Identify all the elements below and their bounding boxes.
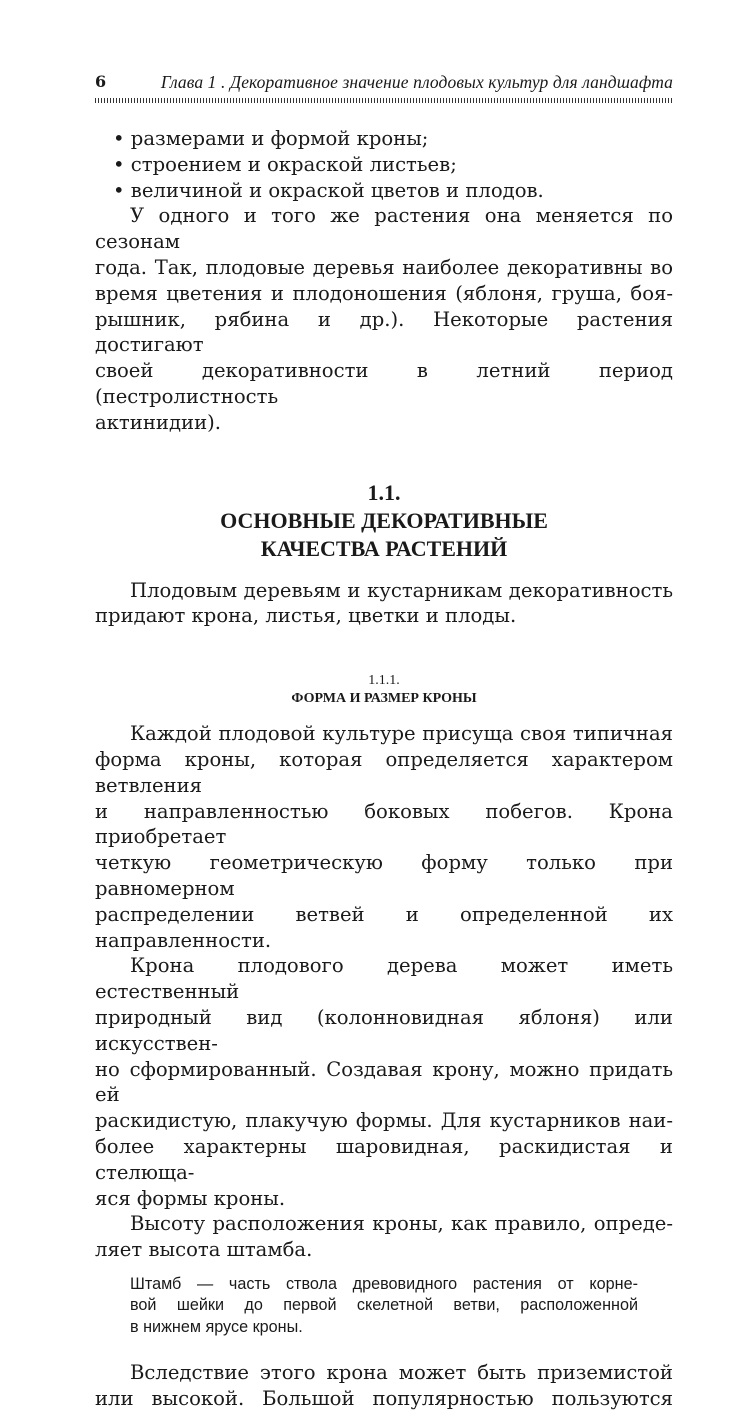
section-heading <box>95 479 673 563</box>
text-line: но сформированный. Создавая крону, можно придать ей <box>95 1057 673 1107</box>
text-line: Вследствие этого крона может быть приземистой <box>130 1361 673 1385</box>
paragraph-crown-types <box>95 953 673 1211</box>
subsection-number: 1.1.1. <box>368 673 400 689</box>
header-rule <box>95 98 673 103</box>
paragraph-seasons <box>95 203 673 435</box>
bullet-item: • размерами и формой кроны; <box>113 127 429 150</box>
section-title-line: КАЧЕСТВА РАСТЕНИЙ <box>260 535 508 561</box>
running-head <box>95 72 673 94</box>
text-line: или высокой. Большой популярностью пользуются <box>95 1387 673 1411</box>
bullet-item: • величиной и окраской цветов и плодов. <box>113 178 544 202</box>
paragraph-consequence <box>95 1360 673 1412</box>
text-line: года. Так, плодовые деревья наиболее декоративны во <box>95 255 673 279</box>
paragraph-crown-form <box>95 721 673 953</box>
text-line: природный вид (колонновидная яблоня) или искусствен- <box>95 1005 673 1055</box>
text-line: форма кроны, которая определяется характером ветвления <box>95 747 673 797</box>
subsection-title: ФОРМА И РАЗМЕР КРОНЫ <box>291 691 477 707</box>
text-line: более характерны шаровидная, раскидистая и стелюща- <box>95 1134 673 1184</box>
text-line: Каждой плодовой культуре присуща своя типичная <box>130 722 673 746</box>
text-line: ляет высота штамба. <box>95 1238 313 1262</box>
text-line: актинидии). <box>95 410 222 434</box>
text-line: время цветения и плодоношения (яблоня, груша, боя- <box>95 281 673 305</box>
page-number: 6 <box>95 72 107 91</box>
body-text <box>95 126 673 1412</box>
bullet-item: • строением и окраской листьев; <box>113 152 457 176</box>
text-line: рышник, рябина и др.). Некоторые растения достигают <box>95 307 673 357</box>
definition-note <box>130 1274 638 1339</box>
section-number: 1.1. <box>367 479 401 505</box>
section-title-line: ОСНОВНЫЕ ДЕКОРАТИВНЫЕ <box>220 507 548 533</box>
running-title: Глава 1 . Декоративное значение плодовых культур для ландшафта <box>160 72 673 92</box>
note-line: Штамб — часть ствола древовидного растения от корне- <box>130 1274 638 1293</box>
paragraph-section-intro <box>95 578 673 630</box>
text-line: яся формы кроны. <box>95 1186 286 1210</box>
text-line: раскидистую, плакучую формы. Для кустарников наи- <box>95 1109 673 1133</box>
text-line: четкую геометрическую форму только при равномерном <box>95 851 673 900</box>
book-page <box>95 0 673 1411</box>
subsection-heading <box>95 672 673 708</box>
text-line: придают крона, листья, цветки и плоды. <box>95 604 517 628</box>
text-line: и направленностью боковых побегов. Крона приобретает <box>95 799 673 849</box>
text-line: своей декоративности в летний период (пестролистность <box>95 359 673 408</box>
text-line: Высоту расположения кроны, как правило, опреде- <box>130 1212 673 1236</box>
paragraph-crown-height <box>95 1211 673 1263</box>
note-line: в нижнем ярусе кроны. <box>130 1317 303 1336</box>
text-line: Крона плодового дерева может иметь естественный <box>95 954 673 1004</box>
text-line: распределении ветвей и определенной их направленности. <box>95 902 673 952</box>
text-line: У одного и того же растения она меняется по сезонам <box>95 204 673 254</box>
text-line: Плодовым деревьям и кустарникам декоративность <box>130 578 673 602</box>
note-line: вой шейки до первой скелетной ветви, расположенной <box>130 1296 638 1315</box>
